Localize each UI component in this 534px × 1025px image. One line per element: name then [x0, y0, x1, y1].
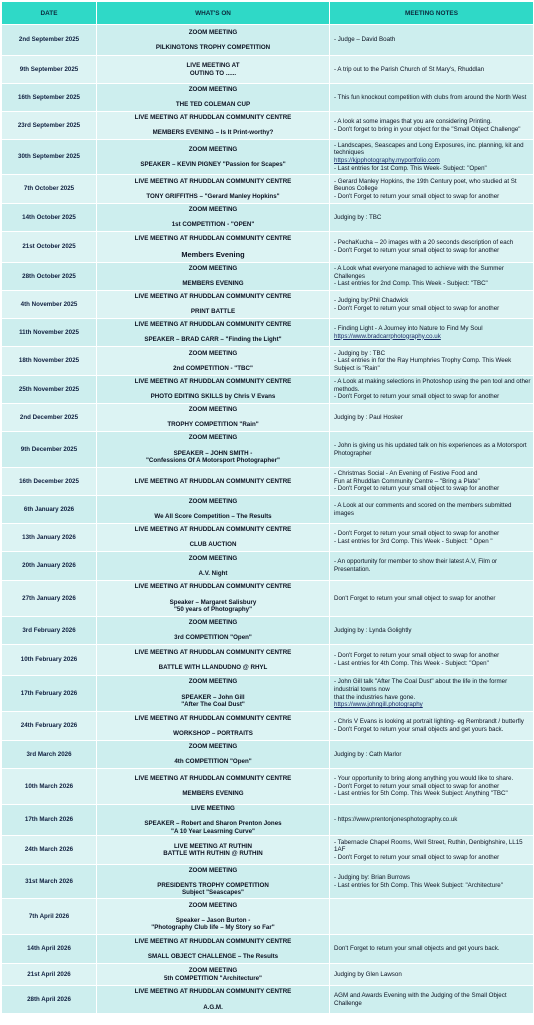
event-line: "Photography Club life – My Story so Far": [151, 924, 275, 932]
event-line: PRESIDENTS TROPHY COMPETITION: [157, 881, 269, 889]
event-line: SMALL OBJECT CHALLENGE – The Results: [147, 953, 279, 961]
event-line: [99, 874, 327, 882]
event-line: 3rd COMPETITION "Open": [174, 634, 252, 642]
meeting-notes: [330, 964, 534, 986]
note-line: - Don't Forget to return your small object to swap for another: [334, 782, 500, 790]
event-line: [99, 329, 327, 337]
note-line: - Don't Forget to return your small object to swap for another: [334, 304, 500, 312]
meeting-event: [97, 432, 330, 468]
meeting-notes: [330, 552, 534, 581]
meeting-event: [97, 84, 330, 112]
meeting-event: [97, 524, 330, 552]
meeting-notes: [330, 865, 534, 899]
meeting-date: 6th January 2026: [2, 496, 97, 524]
table-row: [2, 899, 534, 935]
meeting-notes: [330, 617, 534, 645]
meeting-date: 23rd September 2025: [2, 112, 97, 140]
event-line: CLUB AUCTION: [189, 541, 237, 549]
meeting-notes: [330, 112, 534, 140]
table-row: [2, 836, 534, 865]
meeting-event: [97, 204, 330, 232]
meeting-date: 9th December 2025: [2, 432, 97, 468]
table-row: [2, 524, 534, 552]
note-line: - Last entries for 3rd Comp. This Week - Subject: " Open ": [334, 537, 493, 545]
note-line: - Don't Forget to return your small object to swap for another: [334, 247, 500, 254]
note-line: - Don't forget to bring in your object for the "Small Object Challenge": [334, 125, 521, 133]
meeting-event: [97, 404, 330, 432]
table-row: [2, 645, 534, 676]
note-link[interactable]: https://www.johngill.photography: [334, 701, 423, 709]
table-row: [2, 581, 534, 617]
event-line: [99, 36, 327, 44]
note-link[interactable]: https://www.bradcarrphotography.co.uk: [334, 332, 441, 340]
event-line: [99, 386, 327, 394]
meeting-notes: [330, 84, 534, 112]
event-line: [99, 242, 327, 250]
note-line: - https://www.prentonjonesphotography.co.uk: [334, 816, 458, 824]
event-line: "50 years of Photography": [173, 606, 253, 614]
note-line: - This fun knockout competition with clubs from around the North West: [334, 93, 527, 101]
note-line: - A Look what everyone managed to achieve with the Summer Challenges: [334, 265, 504, 280]
event-line: [99, 214, 327, 222]
meeting-notes: [330, 263, 534, 291]
meeting-date: 30th September 2025: [2, 140, 97, 175]
note-line: - Chris V Evans is looking at portrait lighting- eg Rembrandt / butterfly: [334, 718, 524, 726]
meeting-event: [97, 25, 330, 56]
event-line: ZOOM MEETING: [188, 206, 238, 214]
meeting-date: 27th January 2026: [2, 581, 97, 617]
meeting-date: 17th February 2026: [2, 676, 97, 712]
note-line: - Gerard Manley Hopkins, the 19th Century poet, who studied at St Beunos College: [334, 177, 517, 193]
event-line: ZOOM MEETING: [188, 619, 238, 627]
note-link[interactable]: https://kjpphotography.myportfolio.com: [334, 157, 440, 164]
meeting-notes: [330, 676, 534, 712]
meeting-event: [97, 291, 330, 319]
event-line: [99, 534, 327, 542]
note-line: - Judging by:Phil Chadwick: [334, 296, 409, 304]
note-line: - Don't Forget to return your small object to swap for another: [334, 529, 500, 537]
note-line: Don't Forget to return your small objects and get yours back.: [334, 945, 500, 953]
table-row: [2, 84, 534, 112]
note-line: - PechaKucha – 20 images with a 20 seconds description of each: [334, 239, 514, 247]
event-line: ZOOM MEETING: [188, 145, 238, 153]
note-line: Fun at Rhuddlan Community Centre – "Bring a Plate": [334, 477, 480, 485]
meeting-date: 14th April 2026: [2, 935, 97, 964]
meeting-event: [97, 865, 330, 899]
event-line: LIVE MEETING AT RHUDDLAN COMMUNITY CENTRE: [134, 321, 292, 329]
event-line: [99, 442, 327, 450]
event-line: "After The Coal Dust": [181, 701, 245, 709]
event-line: 5th COMPETITION "Architecture": [163, 974, 262, 982]
meeting-event: [97, 581, 330, 617]
event-line: TONY GRIFFITHS – "Gerard Manley Hopkins": [146, 192, 280, 200]
note-line: - A look at some images that you are considering Printing.: [334, 117, 492, 125]
meeting-date: 28th October 2025: [2, 263, 97, 291]
meeting-event: [97, 617, 330, 645]
event-line: SPEAKER – John Gill: [181, 693, 245, 701]
note-line: Judging by : TBC: [334, 213, 382, 221]
note-line: - Your opportunity to bring along anything you would like to share.: [334, 775, 514, 783]
meeting-notes: [330, 899, 534, 935]
event-line: ZOOM MEETING: [188, 678, 238, 686]
event-line: 4th COMPETITION "Open": [174, 758, 252, 766]
event-line: LIVE MEETING AT RHUDDLAN COMMUNITY CENTRE: [134, 937, 292, 945]
table-row: [2, 741, 534, 769]
event-line: [99, 813, 327, 821]
meeting-date: 28th April 2026: [2, 986, 97, 1014]
meeting-date: 20th January 2026: [2, 552, 97, 581]
meeting-notes: [330, 645, 534, 676]
event-line: LIVE MEETING AT: [186, 61, 240, 69]
note-line: - Christmas Social - An Evening of Festive Food and: [334, 470, 478, 478]
event-line: ZOOM MEETING: [188, 434, 238, 442]
note-line: - Don't Forget to return your small object to swap for another: [334, 192, 500, 200]
event-line: SPEAKER – JOHN SMITH -: [173, 449, 253, 457]
header-row: [2, 2, 534, 25]
event-line: LIVE MEETING AT RHUDDLAN COMMUNITY CENTRE: [134, 988, 292, 996]
event-line: [99, 153, 327, 161]
note-line: Judging by : Cath Marlor: [334, 750, 402, 758]
meeting-date: 4th November 2025: [2, 291, 97, 319]
table-row: [2, 376, 534, 404]
event-line: THE TED COLEMAN CUP: [175, 101, 251, 109]
meeting-notes: [330, 404, 534, 432]
meeting-notes: [330, 232, 534, 263]
table-row: [2, 175, 534, 204]
meeting-date: 10th March 2026: [2, 769, 97, 805]
event-line: LIVE MEETING AT RHUDDLAN COMMUNITY CENTRE: [134, 775, 292, 783]
note-line: - John Gill talk "After The Coal Dust" about the life in the former industrial towns now: [334, 678, 508, 693]
table-row: [2, 112, 534, 140]
meeting-notes: [330, 805, 534, 836]
meeting-notes: [330, 376, 534, 404]
meeting-notes: [330, 769, 534, 805]
meeting-event: [97, 112, 330, 140]
event-line: LIVE MEETING: [191, 805, 235, 812]
meeting-event: [97, 376, 330, 404]
meeting-notes: [330, 986, 534, 1014]
meeting-event: [97, 805, 330, 836]
note-line: - Don't Forget to return your small object to swap for another: [334, 652, 500, 660]
meeting-date: 7th April 2026: [2, 899, 97, 935]
event-line: LIVE MEETING AT RHUDDLAN COMMUNITY CENTRE: [134, 234, 292, 242]
table-row: [2, 291, 534, 319]
note-line: - Last entries in for the Ray Humphries Trophy Comp. This Week Subject is "Rain": [334, 357, 512, 372]
event-line: MEMBERS EVENING: [182, 280, 244, 288]
event-line: MEMBERS EVENING – Is It Print-worthy?: [152, 129, 274, 137]
event-line: ZOOM MEETING: [188, 349, 238, 357]
meeting-date: 17th March 2026: [2, 805, 97, 836]
meeting-event: [97, 347, 330, 376]
meeting-event: [97, 986, 330, 1014]
meeting-notes: [330, 496, 534, 524]
meeting-date: 2nd September 2025: [2, 25, 97, 56]
table-row: [2, 404, 534, 432]
note-line: - A Look at our comments and scored on the members submitted images: [334, 501, 512, 517]
meeting-notes: [330, 468, 534, 496]
meeting-event: [97, 964, 330, 986]
event-line: WORKSHOP – PORTRAITS: [173, 729, 253, 737]
event-line: Subject "Seascapes": [182, 889, 244, 897]
meeting-notes: [330, 524, 534, 552]
event-line: LIVE MEETING AT RUTHIN: [173, 842, 253, 850]
table-row: [2, 263, 534, 291]
table-row: [2, 712, 534, 741]
meeting-event: [97, 468, 330, 496]
meeting-event: [97, 935, 330, 964]
meeting-event: [97, 140, 330, 175]
event-line: TROPHY COMPETITION "Rain": [167, 421, 259, 429]
meeting-date: 13th January 2026: [2, 524, 97, 552]
meeting-notes: [330, 935, 534, 964]
event-line: ZOOM MEETING: [188, 866, 238, 874]
meeting-notes: [330, 56, 534, 84]
meeting-date: 31st March 2026: [2, 865, 97, 899]
note-line: Don't Forget to return your small object to swap for another: [334, 594, 496, 602]
event-line: PRINT BATTLE: [190, 308, 236, 316]
event-line: [99, 751, 327, 759]
event-line: Members Evening: [181, 250, 245, 260]
meeting-date: 3rd February 2026: [2, 617, 97, 645]
meeting-date: 2nd December 2025: [2, 404, 97, 432]
table-row: [2, 56, 534, 84]
table-row: [2, 935, 534, 964]
event-line: PILKINGTONS TROPHY COMPETITION: [155, 43, 271, 51]
meeting-event: [97, 319, 330, 347]
meeting-notes: [330, 319, 534, 347]
event-line: ZOOM MEETING: [188, 554, 238, 562]
table-row: [2, 676, 534, 712]
event-line: LIVE MEETING AT RHUDDLAN COMMUNITY CENTRE: [134, 114, 292, 122]
meeting-notes: [330, 836, 534, 865]
programme-body: [2, 25, 534, 1014]
meeting-event: [97, 56, 330, 84]
note-line: - Don't Forget to return your small object to swap for another: [334, 854, 500, 862]
meeting-notes: [330, 140, 534, 175]
meeting-event: [97, 899, 330, 935]
note-line: - Judging by : TBC: [334, 349, 386, 357]
meeting-event: [97, 645, 330, 676]
event-line: A.V. Night: [198, 569, 228, 577]
meeting-date: 10th February 2026: [2, 645, 97, 676]
meeting-date: 7th October 2025: [2, 175, 97, 204]
meeting-notes-column-header: MEETING NOTES: [330, 2, 534, 25]
event-line: [99, 506, 327, 514]
event-line: [99, 122, 327, 130]
meetings-programme-table: [1, 1, 534, 1014]
event-line: ZOOM MEETING: [188, 265, 238, 273]
event-line: 1st COMPETITION - "OPEN": [171, 221, 255, 229]
meeting-notes: [330, 291, 534, 319]
event-line: LIVE MEETING AT RHUDDLAN COMMUNITY CENTRE: [134, 477, 292, 485]
note-line: - Don't Forget to return your small objects and get yours back.: [334, 726, 504, 733]
event-line: ZOOM MEETING: [188, 901, 238, 909]
whats-on-column-header: WHAT'S ON: [97, 2, 330, 25]
event-line: [99, 722, 327, 730]
event-line: "Confessions Of A Motorsport Photographer": [146, 457, 280, 465]
note-line: - A Look at making selections in Photoshop using the pen tool and other methods.: [334, 378, 531, 393]
event-line: [99, 945, 327, 953]
meeting-date: 18th November 2025: [2, 347, 97, 376]
note-line: - Don't Forget to return your small object to swap for another: [334, 485, 500, 493]
table-row: [2, 986, 534, 1014]
event-line: LIVE MEETING AT RHUDDLAN COMMUNITY CENTRE: [134, 583, 292, 591]
meeting-event: [97, 175, 330, 204]
meeting-notes: [330, 347, 534, 376]
meeting-date: 21st April 2026: [2, 964, 97, 986]
meeting-date: 25th November 2025: [2, 376, 97, 404]
note-line: - An opportunity for member to show their latest A.V, Film or Presentation.: [334, 558, 498, 573]
note-line: - Tabernacle Chapel Rooms, Well Street, Ruthin, Denbighshire, LL15 1AF: [334, 838, 523, 854]
note-line: - Judge – David Boath: [334, 36, 396, 44]
table-row: [2, 140, 534, 175]
meeting-notes: [330, 25, 534, 56]
event-line: [99, 273, 327, 281]
meeting-event: [97, 741, 330, 769]
event-line: [99, 357, 327, 365]
meeting-event: [97, 552, 330, 581]
event-line: ZOOM MEETING: [188, 743, 238, 751]
date-column-header: DATE: [2, 2, 97, 25]
event-line: [99, 414, 327, 422]
table-row: [2, 805, 534, 836]
table-row: [2, 865, 534, 899]
meeting-event: [97, 769, 330, 805]
meeting-notes: [330, 204, 534, 232]
event-line: [99, 562, 327, 570]
meeting-notes: [330, 432, 534, 468]
event-line: [99, 656, 327, 664]
event-line: LIVE MEETING AT RHUDDLAN COMMUNITY CENTRE: [134, 526, 292, 534]
meeting-date: 24th March 2026: [2, 836, 97, 865]
note-line: Judging by : Paul Hosker: [334, 413, 403, 421]
note-line: - A trip out to the Parish Church of St Mary's, Rhuddlan: [334, 65, 485, 73]
meeting-date: 21st October 2025: [2, 232, 97, 263]
table-row: [2, 432, 534, 468]
table-row: [2, 25, 534, 56]
note-line: - Last entries for 5th Comp. This Week Subject: "Architecture": [334, 881, 503, 889]
event-line: ZOOM MEETING: [188, 967, 238, 975]
meeting-event: [97, 496, 330, 524]
event-line: MEMBERS EVENING: [182, 790, 244, 798]
event-line: SPEAKER – BRAD CARR – "Finding the Light": [144, 336, 282, 344]
event-line: [99, 591, 327, 599]
event-line: Speaker – Margaret Salisbury: [169, 598, 257, 606]
meeting-event: [97, 836, 330, 865]
event-line: LIVE MEETING AT RHUDDLAN COMMUNITY CENTRE: [134, 378, 292, 386]
meeting-date: 16th December 2025: [2, 468, 97, 496]
table-row: [2, 617, 534, 645]
meeting-notes: [330, 741, 534, 769]
event-line: BATTLE WITH LLANDUDNO @ RHYL: [158, 663, 268, 671]
table-row: [2, 204, 534, 232]
event-line: ZOOM MEETING: [188, 498, 238, 506]
event-line: LIVE MEETING AT RHUDDLAN COMMUNITY CENTRE: [134, 177, 292, 185]
event-line: [99, 627, 327, 635]
event-line: ZOOM MEETING: [188, 406, 238, 414]
event-line: SPEAKER – Robert and Sharon Prenton Jones: [144, 820, 282, 828]
table-row: [2, 769, 534, 805]
meeting-event: [97, 676, 330, 712]
event-line: LIVE MEETING AT RHUDDLAN COMMUNITY CENTRE: [134, 714, 292, 722]
note-line: - Last entries for 5th Comp. This Week Subject: Anything "TBC": [334, 790, 508, 798]
event-line: [99, 783, 327, 791]
meeting-event: [97, 263, 330, 291]
note-line: - Last entries for 1st Comp. This Week- Subject: "Open": [334, 164, 487, 172]
note-line: - John is giving us his updated talk on his experiences as a Motorsport Photographer: [334, 441, 527, 457]
event-line: LIVE MEETING AT RHUDDLAN COMMUNITY CENTRE: [134, 293, 292, 301]
event-line: [99, 94, 327, 102]
event-line: LIVE MEETING AT RHUDDLAN COMMUNITY CENTRE: [134, 648, 292, 656]
event-line: OUTING TO ......: [189, 69, 237, 77]
table-row: [2, 468, 534, 496]
meeting-date: 14th October 2025: [2, 204, 97, 232]
note-line: AGM and Awards Evening with the Judging of the Small Object Challenge: [334, 992, 507, 1007]
meeting-event: [97, 712, 330, 741]
meeting-date: 16th September 2025: [2, 84, 97, 112]
meeting-notes: [330, 581, 534, 617]
meeting-date: 3rd March 2026: [2, 741, 97, 769]
meeting-date: 11th November 2025: [2, 319, 97, 347]
event-line: Speaker – Jason Burton -: [175, 916, 251, 924]
table-row: [2, 964, 534, 986]
event-line: [99, 301, 327, 309]
event-line: [99, 185, 327, 193]
note-line: - Landscapes, Seascapes and Long Exposures, inc. planning, kit and techniques: [334, 141, 524, 157]
event-line: A.G.M.: [203, 1003, 223, 1011]
note-line: - Judging by: Brian Burrows: [334, 874, 411, 882]
table-row: [2, 552, 534, 581]
event-line: "A 10 Year Leasrning Curve": [171, 827, 255, 835]
event-line: ZOOM MEETING: [188, 86, 238, 94]
note-line: - Don't Forget to return your small object to swap for another: [334, 393, 500, 401]
meeting-date: 24th February 2026: [2, 712, 97, 741]
meeting-event: [97, 232, 330, 263]
meeting-date: 9th September 2025: [2, 56, 97, 84]
event-line: BATTLE WITH RUTHIN @ RUTHIN: [163, 850, 263, 858]
meeting-notes: [330, 175, 534, 204]
event-line: [99, 996, 327, 1004]
note-line: that the industries have gone.: [334, 693, 416, 701]
note-line: Judging by Glen Lawson: [334, 970, 402, 978]
table-row: [2, 496, 534, 524]
note-line: - Finding Light - A Journey into Nature to Find My Soul: [334, 324, 483, 332]
table-row: [2, 347, 534, 376]
event-line: 2nd COMPETITION - "TBC": [173, 364, 253, 372]
note-line: - Last entries for 4th Comp. This Week - Subject: "Open": [334, 660, 489, 667]
event-line: PHOTO EDITING SKILLS by Chris V Evans: [150, 393, 276, 401]
table-row: [2, 319, 534, 347]
event-line: SPEAKER – KEVIN PIGNEY "Passion for Scapes": [140, 160, 286, 168]
note-line: - Last entries for 2nd Comp. This Week - Subject: "TBC": [334, 280, 488, 288]
event-line: We All Score Competition – The Results: [154, 513, 272, 521]
event-line: ZOOM MEETING: [188, 28, 238, 36]
meeting-notes: [330, 712, 534, 741]
event-line: [99, 686, 327, 694]
table-row: [2, 232, 534, 263]
note-line: Judging by : Lynda Golightly: [334, 626, 412, 634]
event-line: [99, 909, 327, 917]
